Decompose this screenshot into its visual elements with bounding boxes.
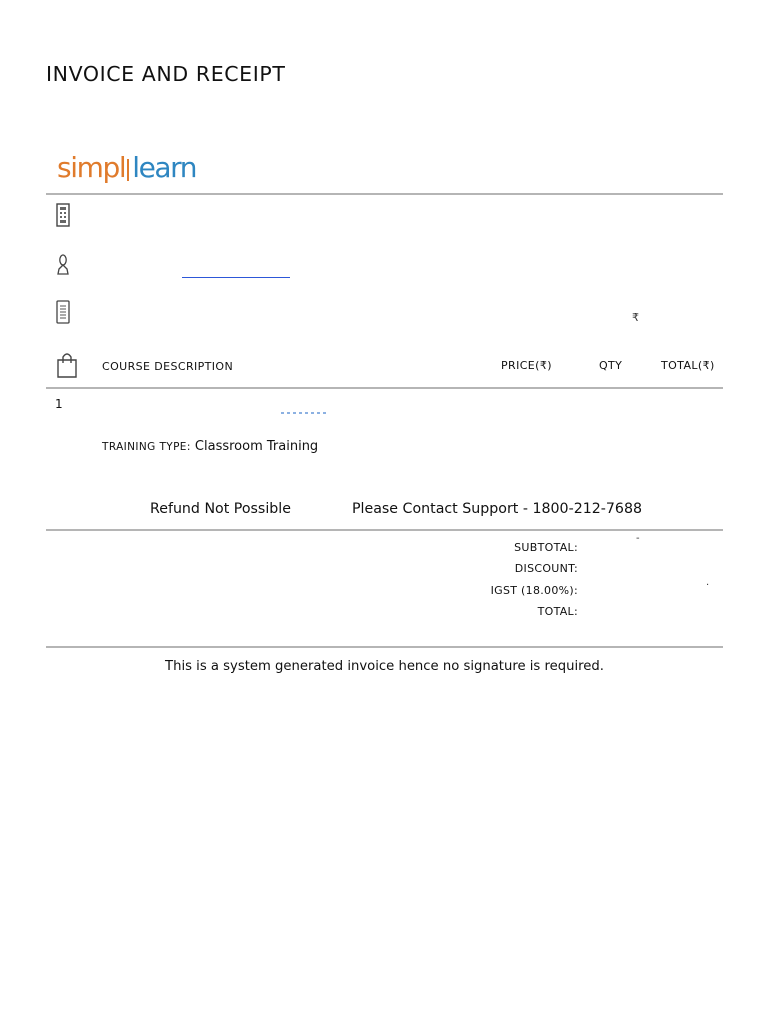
igst-label: IGST (18.00%):: [490, 584, 578, 597]
column-header-qty: QTY: [599, 359, 623, 372]
person-icon: [56, 253, 70, 281]
course-link-fragment[interactable]: [281, 412, 329, 414]
simplilearn-logo: [57, 151, 197, 184]
building-icon: [56, 203, 70, 231]
discount-label: DISCOUNT:: [514, 562, 578, 575]
training-type: [102, 439, 318, 454]
training-type-value: Classroom Training: [194, 439, 319, 454]
currency-symbol: ₹: [632, 311, 639, 324]
igst-value: ·: [706, 580, 710, 591]
header-divider: [46, 193, 723, 195]
subtotal-value: -: [636, 533, 640, 544]
logo-separator: [127, 159, 129, 181]
column-header-price: PRICE(₹): [501, 359, 552, 372]
column-header-total: TOTAL(₹): [661, 359, 715, 372]
training-type-label: TRAINING TYPE:: [102, 441, 191, 453]
logo-text-simpl: simpl: [57, 151, 126, 184]
support-notice: Please Contact Support - 1800-212-7688: [352, 501, 643, 517]
table-header-divider: [46, 387, 723, 389]
subtotal-label: SUBTOTAL:: [514, 541, 578, 554]
logo-text-learn: learn: [132, 151, 197, 184]
table-row-index: 1: [55, 397, 63, 411]
document-icon: [56, 300, 70, 328]
column-header-description: COURSE DESCRIPTION: [102, 360, 234, 373]
page-title: INVOICE AND RECEIPT: [46, 62, 286, 86]
shopping-bag-icon: [56, 352, 78, 382]
total-label: TOTAL:: [537, 605, 578, 618]
totals-bottom-divider: [46, 646, 723, 648]
totals-top-divider: [46, 529, 723, 531]
email-link-underline[interactable]: [182, 277, 290, 278]
system-generated-note: This is a system generated invoice hence no signature is required.: [165, 659, 604, 674]
refund-notice: Refund Not Possible: [150, 501, 291, 517]
